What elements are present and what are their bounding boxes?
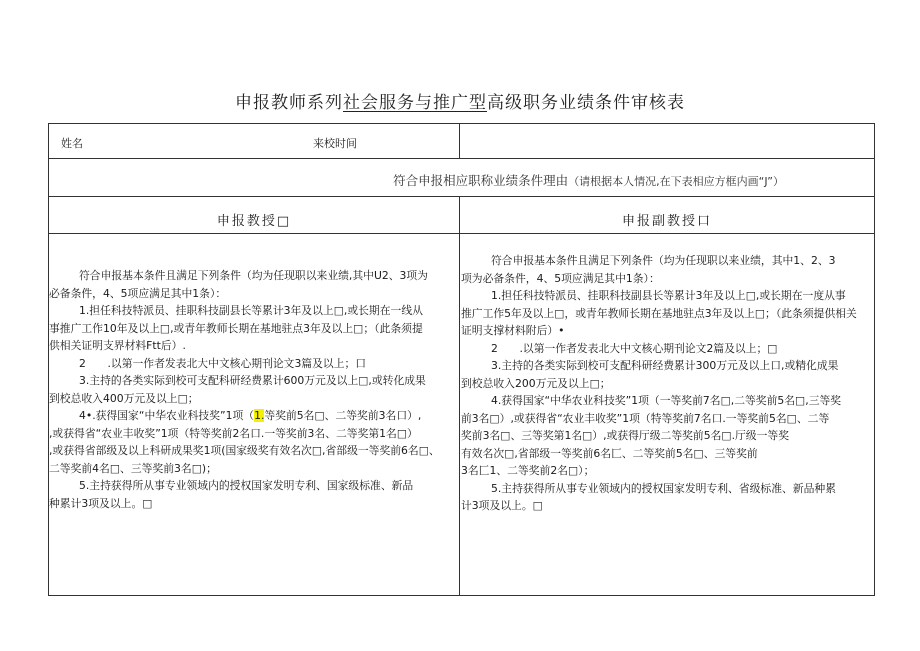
arrival-time-label: 来校时间	[313, 137, 357, 150]
title-post: 高级职务业绩条件审核表	[487, 93, 685, 113]
condition-3: 3.主持的各类实际到校可支配科研经费累计300万元及以上口,或精化成果	[491, 359, 839, 372]
review-table	[48, 123, 875, 596]
reason-row	[49, 171, 874, 189]
document-title	[0, 88, 920, 113]
condition-line: 二等奖前4名□、三等奖前3名□)；	[49, 461, 217, 475]
condition-5: 5.主持获得所从事专业领域内的授权国家发明专利、国家级标准、新品	[79, 479, 414, 492]
highlight-mark: 1.	[254, 409, 265, 422]
col-divider	[459, 196, 460, 595]
title-pre: 申报教师系列	[235, 93, 343, 113]
title-underlined: 社会服务与推广型	[343, 93, 487, 113]
condition-4	[49, 407, 459, 425]
condition-4-b: 等奖前5名□、二等奖前3名口）,	[264, 409, 422, 422]
professor-conditions	[49, 267, 459, 512]
reason-main: 符合申报相应职称业绩条件理由	[393, 173, 569, 188]
condition-intro: 符合申报基本条件且满足下列条件（均为任现职以来业绩，其中1、2、3	[491, 254, 836, 267]
condition-line: 前3名□）,或获得省“农业丰收奖”1项（特等奖前7名口.一等奖前5名□、二等	[461, 411, 830, 425]
name-label: 姓名	[61, 137, 83, 150]
condition-5: 5.主持获得所从事专业领域内的授权国家发明专利、省级标准、新品种累	[491, 481, 837, 495]
associate-professor-header: 申报副教授口	[621, 213, 712, 229]
condition-line: 事推广工作10年及以上□,或青年教师长期在基地驻点3年及以上□；（此条须提	[49, 321, 423, 335]
row-divider	[49, 196, 874, 197]
condition-line: 证明支撑材料附后）•	[461, 324, 565, 337]
condition-intro: 符合申报基本条件且满足下列条件（均为任现职以来业绩,其中U2、3项为	[79, 269, 428, 282]
condition-line: 有效名次□,省部级一等奖前6名匚、二等奖前5名□、三等奖前	[461, 446, 758, 460]
professor-header: 申报教授□	[216, 213, 292, 229]
condition-line: 供相关证明支界材料Ftt后）.	[49, 339, 186, 352]
condition-line: ,或获得省“农业丰收奖”1项（特等奖前2名口.一等奖前3名、二等奖第1名□）	[49, 426, 418, 440]
row-divider	[49, 158, 874, 159]
associate-professor-conditions	[461, 252, 873, 515]
condition-line: ,或获得省部级及以上科研成果奖1项(国家级奖有效名次□,省部级一等奖前6名□、	[49, 444, 440, 457]
col-divider	[459, 124, 460, 158]
condition-3: 3.主持的各类实际到校可支配科研经费累计600万元及以上□,或转化成果	[79, 374, 426, 387]
condition-1: 1.担任科技特派员、挂职科技副县长等累计3年及以上□,或长期在一度从事	[491, 289, 846, 302]
condition-line: 奖前3名□、三等奖第1名□）,或获得厅级二等奖前5名□.厅级一等奖	[461, 429, 789, 442]
condition-4-a: 4•.获得国家“中华农业科技奖”1项（	[79, 409, 255, 422]
condition-2: 2 .以第一作者发表北大中文核心期刊论文3篇及以上；口	[79, 356, 367, 370]
condition-line: 计3项及以上。□	[461, 499, 543, 512]
condition-line: 必备条件，4、5项应满足其中1条）：	[49, 286, 227, 300]
condition-line: 种累计3项及以上。□	[49, 496, 153, 510]
condition-1: 1.担任科技特派员、挂职科技副县长等累计3年及以上□,或长期在一线从	[79, 304, 423, 317]
condition-line: 推广工作5年及以上□，或青年教师长期在基地驻点3年及以上□；（此条须提供相关	[461, 306, 857, 320]
condition-4: 4.获得国家“中华农业科技奖”1项（一等奖前7名□,二等奖前5名□,三等奖	[491, 394, 842, 407]
condition-2: 2 .以第一作者发表北大中文核心期刊论文2篇及以上；□	[491, 341, 778, 355]
condition-line: 到校总收入200万元及以上□；	[461, 376, 611, 390]
condition-line: 项为必备条件，4、5项应满足其中1条）：	[461, 271, 660, 285]
condition-line: 3名匚1、二等奖前2名□）；	[461, 464, 595, 477]
reason-note: （请根据本人情况,在下表相应方框内画“J”）	[568, 175, 784, 188]
condition-line: 到校总收入400万元及以上□；	[49, 391, 199, 405]
